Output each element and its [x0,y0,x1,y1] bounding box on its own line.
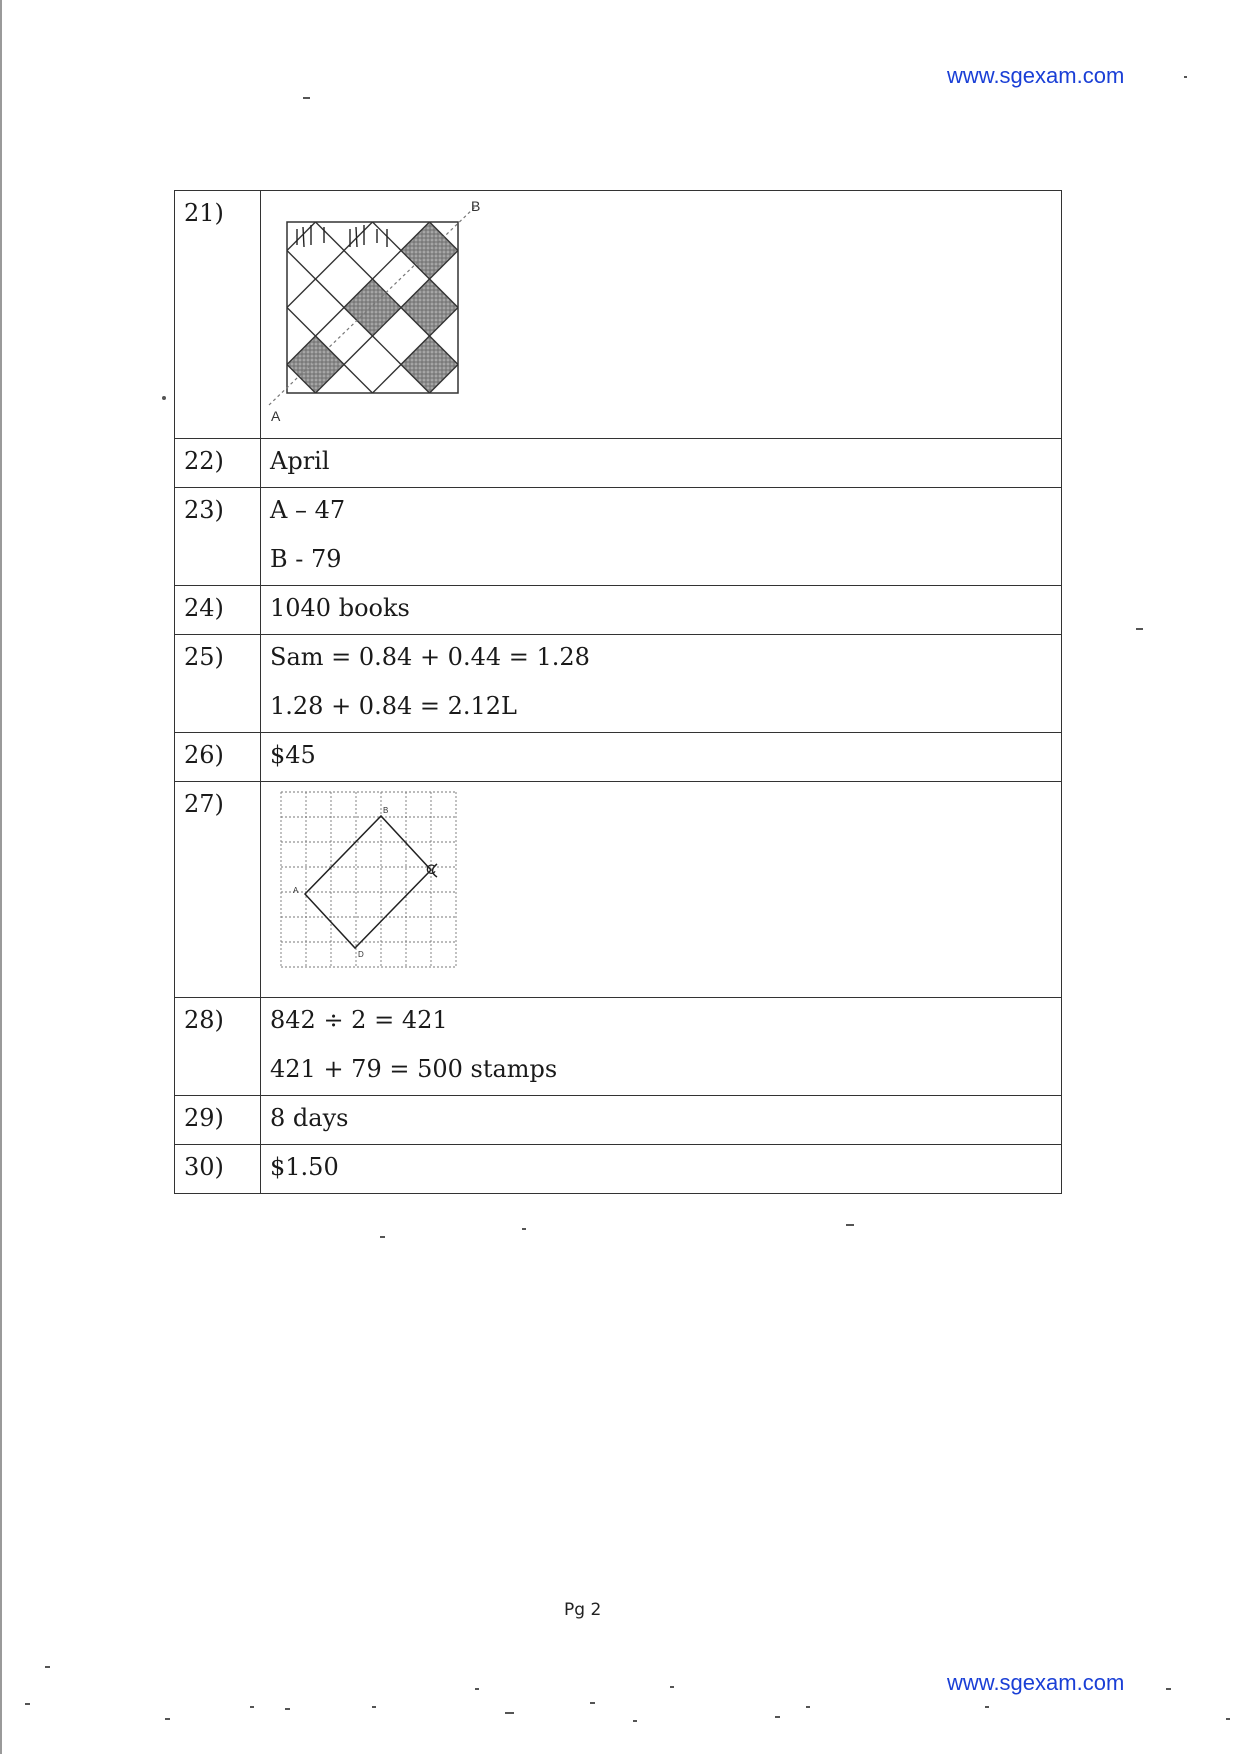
scan-speck [670,1686,674,1688]
question-number: 21) [175,191,261,439]
page-number: Pg 2 [564,1600,602,1620]
scan-speck [590,1702,595,1704]
shaded-diamond [287,336,344,393]
point-b-label: B [471,198,481,214]
answer-row [175,1145,1062,1194]
answer-text: 842 ÷ 2 = 421 [270,1006,448,1034]
answer-row [175,1096,1062,1145]
answer-row [175,191,1062,439]
answer-figure-cell [261,782,1062,998]
scan-speck [1226,1718,1230,1720]
answer-text: Sam = 0.84 + 0.44 = 1.28 [270,643,590,671]
scan-speck [285,1708,290,1710]
quadrilateral-figure [277,788,477,988]
scan-speck [846,1224,854,1226]
answer-figure-cell [261,191,1062,439]
answer-text: 1040 books [270,594,410,622]
answer-row [175,586,1062,635]
answer-text: 8 days [270,1104,349,1132]
scan-left-edge [0,0,2,1754]
answer-row [175,998,1062,1096]
header-site-link[interactable]: www.sgexam.com [947,63,1125,88]
answer-text: 421 + 79 = 500 stamps [270,1055,558,1083]
scan-speck [380,1236,385,1238]
scan-speck [475,1688,479,1690]
scan-speck [165,1718,170,1720]
point-b-label: B [383,806,389,815]
answer-row [175,782,1062,998]
scan-speck [633,1720,637,1722]
scan-speck [1166,1688,1171,1690]
scan-speck [775,1716,780,1718]
shaded-diamond [401,279,458,336]
question-number: 27) [175,782,261,998]
answer-table [174,190,1062,1194]
answer-row [175,733,1062,782]
unshaded-diamond [344,222,401,279]
diamond-grid [267,195,487,422]
scan-speck [522,1228,526,1230]
answer-text: $45 [270,741,316,769]
answer-row [175,439,1062,488]
unshaded-diamond [287,222,344,279]
shaded-diamond-grid-figure [267,195,507,435]
scan-speck [162,396,166,400]
scan-speck [985,1706,989,1708]
question-number: 26) [175,733,261,782]
answer-row [175,635,1062,733]
scan-speck [25,1703,30,1705]
question-number: 22) [175,439,261,488]
quadrilateral-abcd [305,816,431,948]
point-c-label: C [426,861,437,877]
question-number: 25) [175,635,261,733]
scan-speck [45,1666,50,1668]
scan-speck [303,97,310,99]
scan-speck [372,1706,376,1708]
point-a-label: A [293,886,299,895]
question-number: 24) [175,586,261,635]
question-number: 29) [175,1096,261,1145]
shaded-diamond [344,279,401,336]
scan-speck [1184,76,1187,78]
answer-text: A – 47 [270,496,346,524]
answer-text: April [270,447,330,475]
question-number: 23) [175,488,261,586]
scan-speck [806,1706,810,1708]
point-a-label: A [271,408,281,424]
answer-text: 1.28 + 0.84 = 2.12L [270,692,517,720]
scan-speck [1136,628,1143,630]
hatch-stroke [303,227,304,247]
point-d-label: D [358,950,364,959]
question-number: 30) [175,1145,261,1194]
answer-text: B - 79 [270,545,342,573]
dotted-grid [281,792,456,967]
hatch-stroke [356,227,357,247]
unshaded-diamond [287,279,344,336]
footer-site-link[interactable]: www.sgexam.com [947,1670,1125,1695]
scan-speck [505,1712,514,1714]
answer-row [175,488,1062,586]
scan-speck [250,1706,254,1708]
question-number: 28) [175,998,261,1096]
unshaded-diamond [344,336,401,393]
answer-text: $1.50 [270,1153,339,1181]
shaded-diamond [401,336,458,393]
